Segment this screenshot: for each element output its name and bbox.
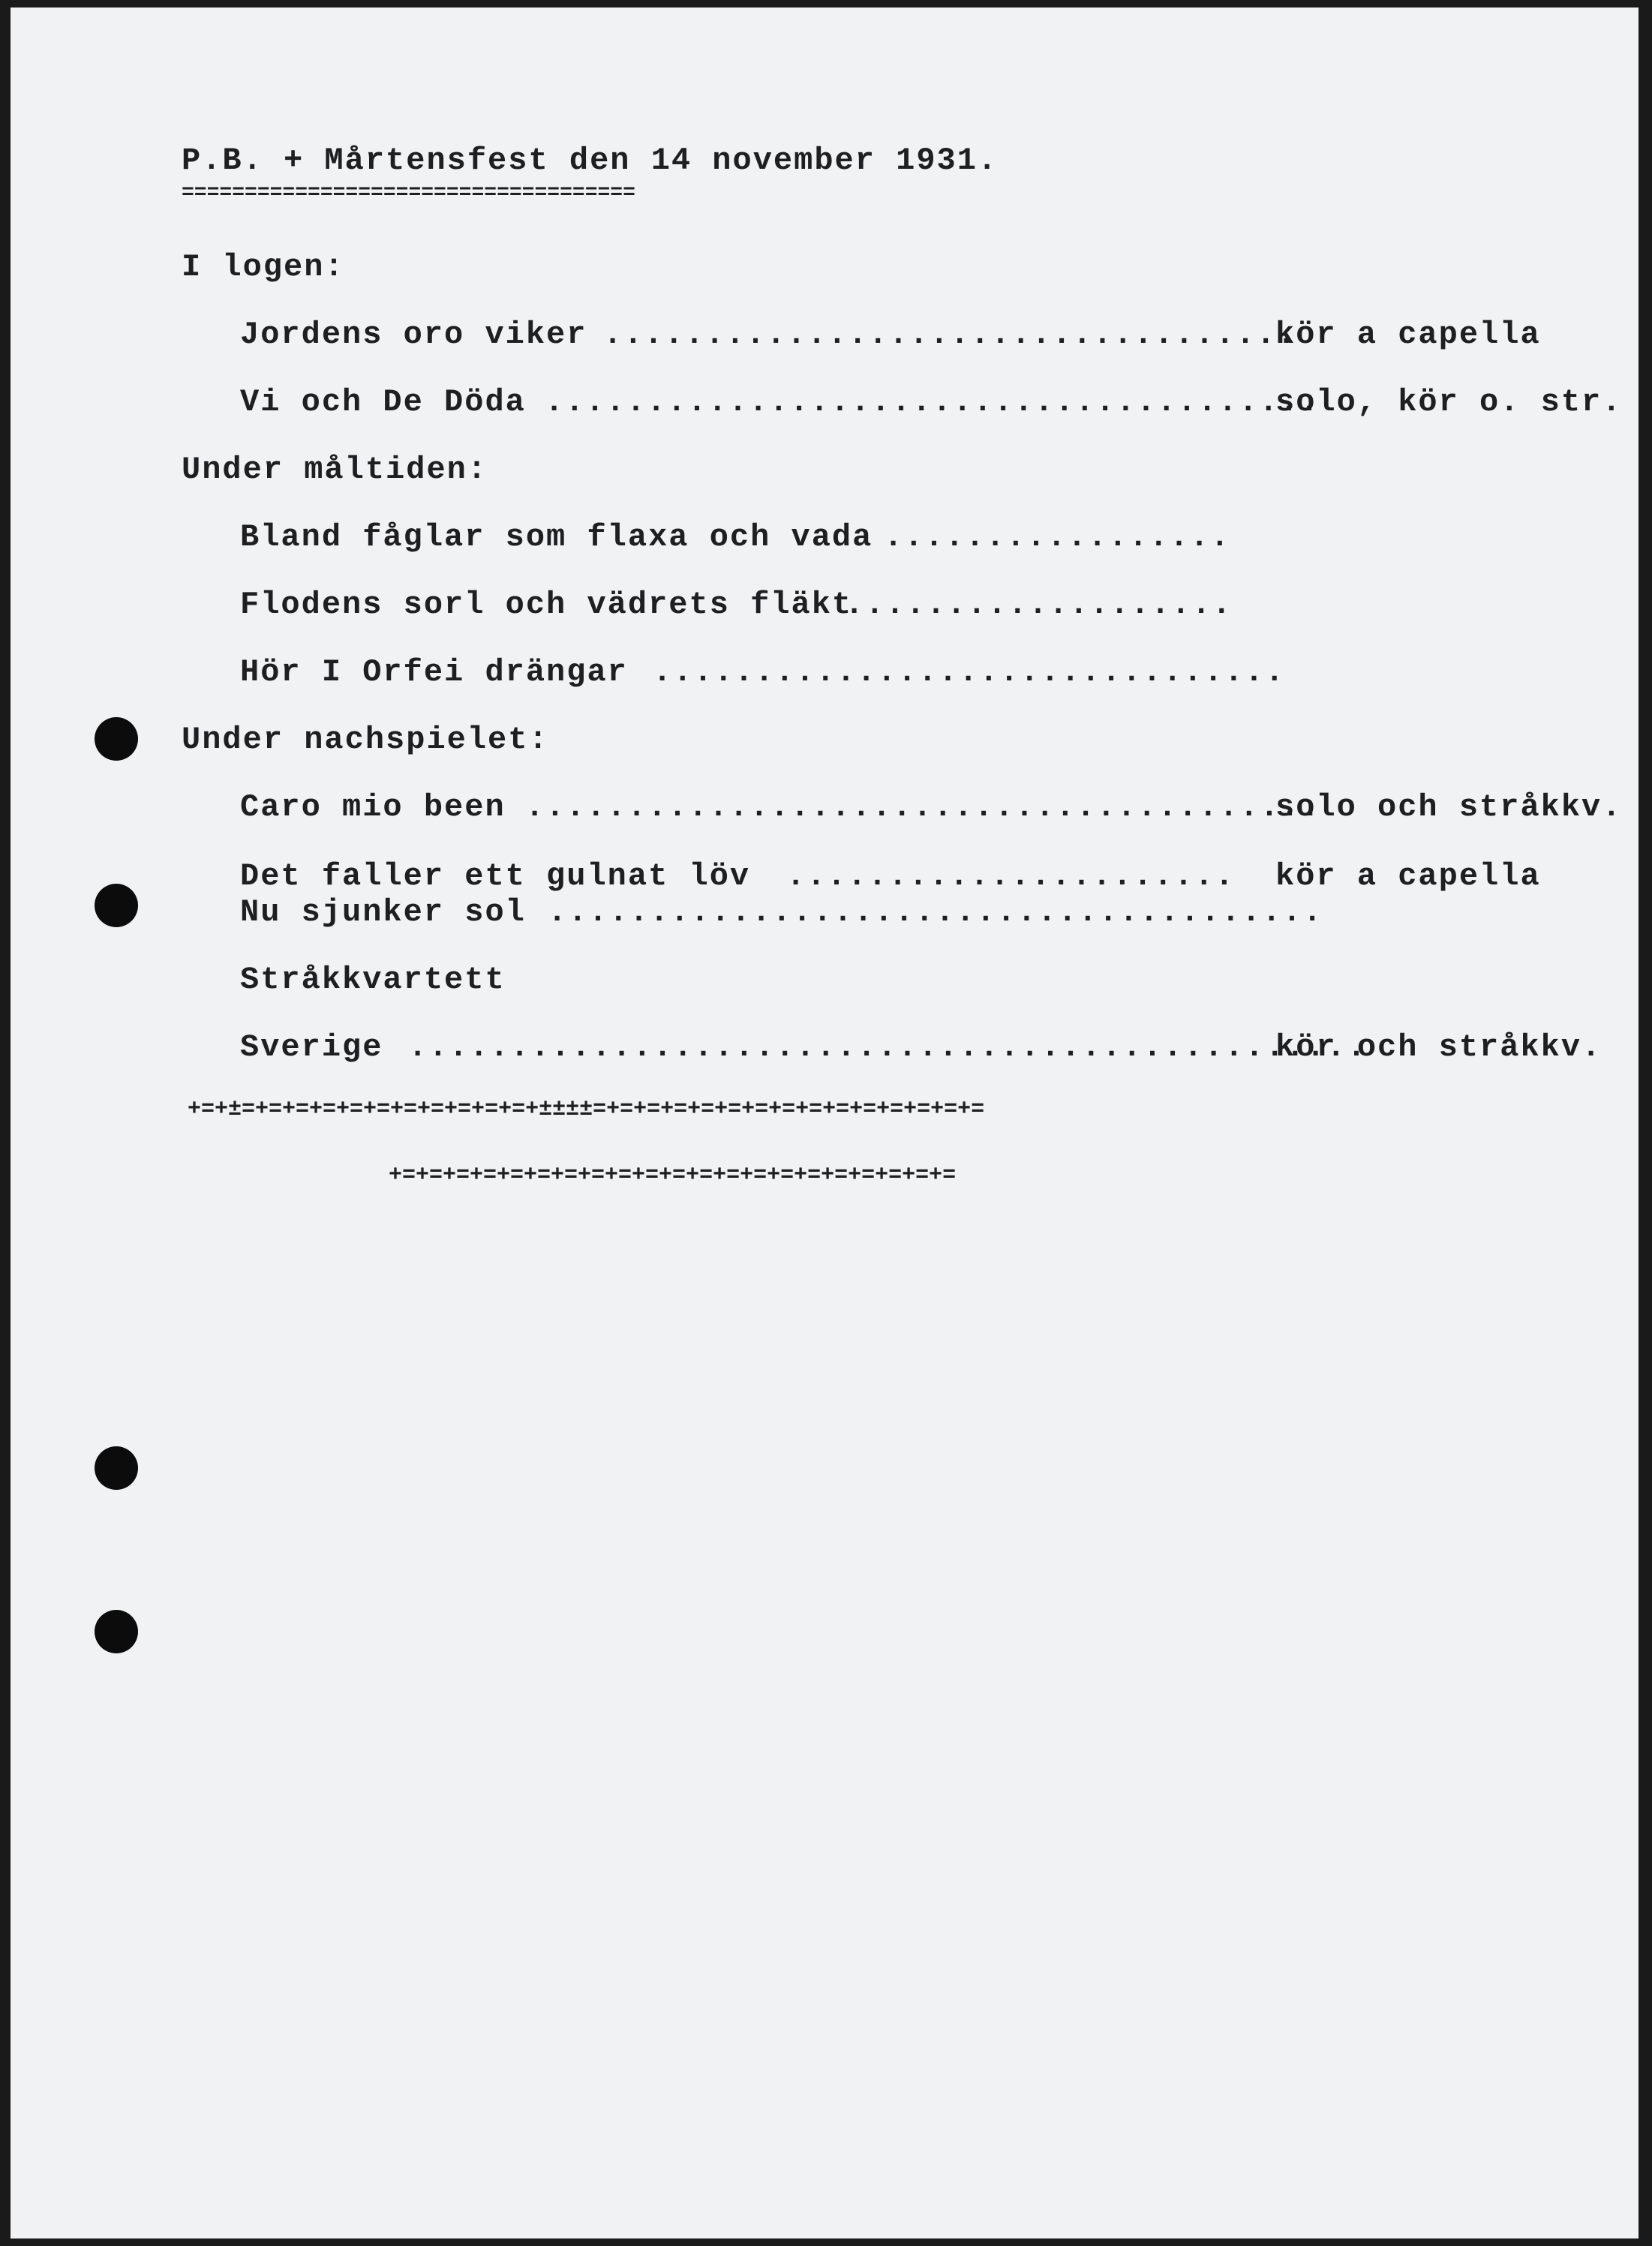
punch-hole [95, 884, 138, 927]
section-heading-maltiden: Under måltiden: [182, 452, 488, 488]
dot-leader: ...................................... [548, 894, 1323, 930]
dot-leader: .................................. [603, 317, 1297, 353]
program-item-note: kör och stråkkv. [1275, 1029, 1602, 1065]
dot-leader: ...................... [786, 858, 1236, 894]
dot-leader: ................. [884, 519, 1231, 555]
closing-ornament-line: +=+=+=+=+=+=+=+=+=+=+=+=+=+=+=+=+=+=+=+=+= [389, 1163, 957, 1188]
program-item-title: Caro mio been [240, 789, 506, 825]
program-item-note: kör a capella [1275, 317, 1541, 353]
punch-hole [95, 1446, 138, 1490]
bleed-through-mark [626, 199, 781, 233]
program-item-title: Hör I Orfei drängar [240, 654, 628, 690]
program-item-note: kör a capella [1275, 858, 1541, 894]
dot-leader: ............................... [653, 654, 1286, 690]
program-item-title: Stråkkvartett [240, 962, 506, 998]
closing-ornament-line: +=+±=+=+=+=+=+=+=+=+=+=+=+±±±±=+=+=+=+=+=+=+=+=+=+=+=+=+=+= [188, 1097, 985, 1122]
program-item-title: Jordens oro viker [240, 317, 587, 353]
punch-hole [95, 717, 138, 761]
title-underline: ==================================== [182, 182, 635, 205]
program-item-title: Nu sjunker sol [240, 894, 526, 930]
page-title: P.B. + Mårtensfest den 14 november 1931. [182, 143, 999, 179]
dot-leader: ............................................... [408, 1029, 1368, 1065]
section-heading-logen: I logen: [182, 249, 345, 285]
program-item-title: Flodens sorl och vädrets fläkt [240, 587, 853, 623]
program-item-title: Vi och De Döda [240, 384, 526, 420]
program-item-note: solo och stråkkv. [1275, 789, 1623, 825]
punch-hole [95, 1610, 138, 1653]
dot-leader: ...................................... [545, 384, 1320, 420]
dot-leader: ................... [845, 587, 1233, 623]
program-item-title: Det faller ett gulnat löv [240, 858, 751, 894]
document-page [11, 8, 1638, 2238]
section-heading-nachspielet: Under nachspielet: [182, 722, 549, 758]
program-item-note: solo, kör o. str. [1275, 384, 1623, 420]
program-item-title: Sverige [240, 1029, 383, 1065]
program-item-title: Bland fåglar som flaxa och vada [240, 519, 873, 555]
dot-leader: ....................................... [525, 789, 1321, 825]
